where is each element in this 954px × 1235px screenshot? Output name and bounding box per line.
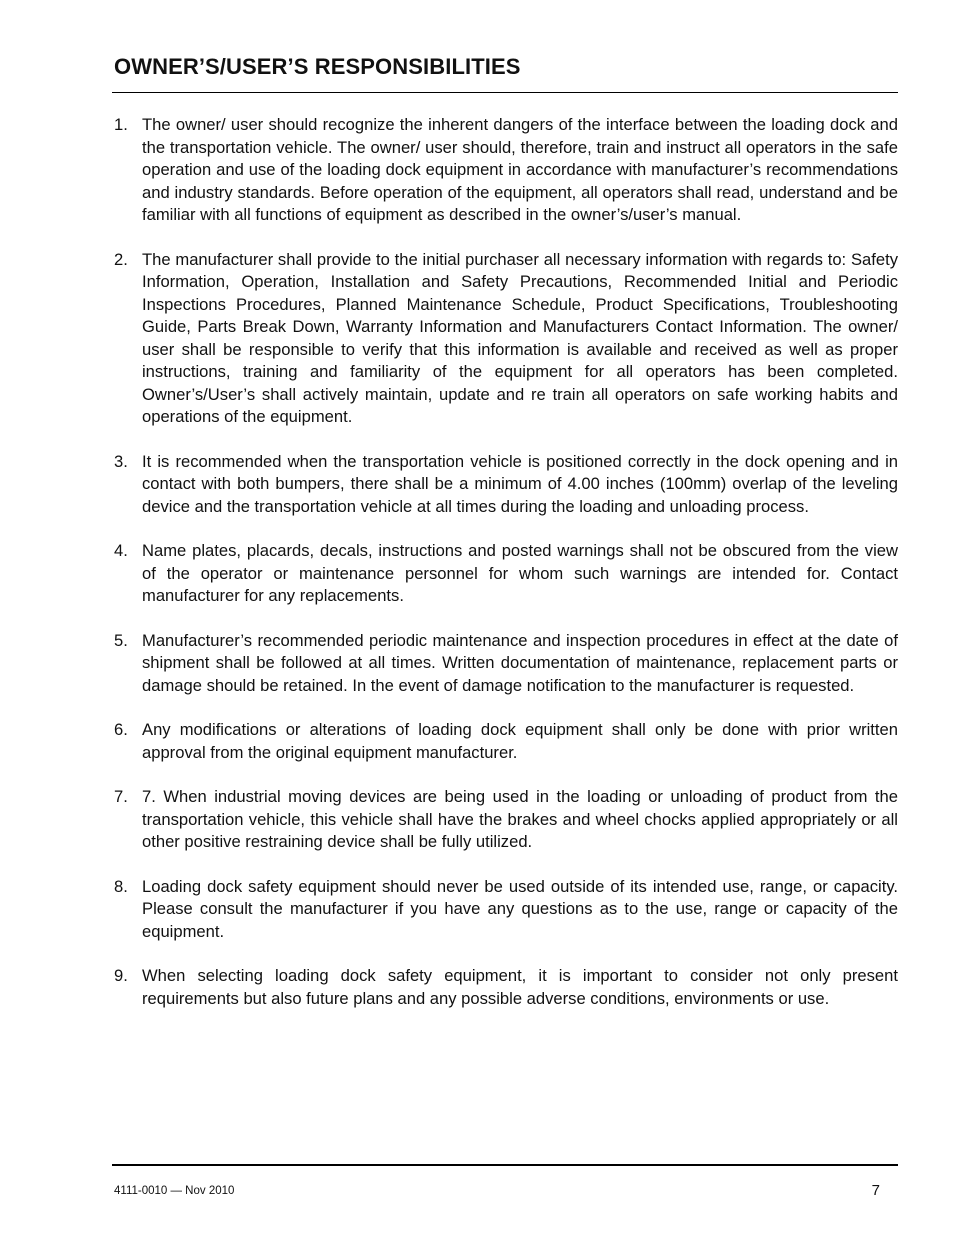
page-title: OWNER’S/USER’S RESPONSIBILITIES [114, 54, 521, 79]
item-number: 1. [114, 115, 128, 134]
list-item [112, 249, 898, 429]
item-text: Any modifications or alterations of loading dock equipment shall only be done with prior written approval from the original equipment manufacturer. [142, 720, 898, 762]
list-item [112, 876, 898, 944]
item-text: The manufacturer shall provide to the initial purchaser all necessary information with regards to: Safety Information, Operation, Installation and Safety Precautions, Recommended Initial and Periodic Inspections Procedures, Planned Maintenance Schedule, Product Specifications, Troubleshooting Guide, Parts Break Down, Warranty Information and Manufacturers Contact Information. The owner/ user shall be responsible to verify that this information is available and received as well as proper instructions, training and familiarity of the equipment for all operators has been completed. Owner’s/User’s shall actively maintain, update and re train all operators on safe working habits and operations of the equipment. [142, 249, 898, 426]
item-text: 7. When industrial moving devices are being used in the loading or unloading of product from the transportation vehicle, this vehicle shall have the brakes and wheel chocks applied appropriately or all other positive restraining device shall be fully utilized. [142, 787, 898, 851]
responsibilities-list [112, 114, 898, 1032]
title-divider [112, 92, 898, 93]
item-number: 9. [114, 966, 128, 985]
item-number: 2. [114, 249, 128, 269]
list-item [112, 451, 898, 519]
list-item [112, 540, 898, 608]
item-text: It is recommended when the transportation vehicle is positioned correctly in the dock opening and in contact with both bumpers, there shall be a minimum of 4.00 inches (100mm) overlap of the leveling device and the transportation vehicle at all times during the loading and unloading process. [142, 451, 898, 516]
item-text: When selecting loading dock safety equipment, it is important to consider not only present requirements but also future plans and any possible adverse conditions, environments or use. [142, 966, 898, 1008]
item-text: Manufacturer’s recommended periodic maintenance and inspection procedures in effect at the date of shipment shall be followed at all times. Written documentation of maintenance, replacement parts or damage should be retained. In the event of damage notification to the manufacturer is requested. [142, 630, 898, 695]
list-item [112, 965, 898, 1010]
footer-divider [112, 1164, 898, 1166]
item-text: Loading dock safety equipment should never be used outside of its intended use, range, or capacity. Please consult the manufacturer if you have any questions as to the use, range or capacity of the equipment. [142, 876, 898, 941]
page-number: 7 [871, 1182, 880, 1199]
list-item [112, 114, 898, 227]
item-text: Name plates, placards, decals, instructions and posted warnings shall not be obscured from the view of the operator or maintenance personnel for whom such warnings are intended for. Contact manufacturer for any replacements. [142, 541, 898, 605]
document-id: 4111-0010 — Nov 2010 [114, 1185, 235, 1197]
item-text: The owner/ user should recognize the inherent dangers of the interface between the loading dock and the transportation vehicle. The owner/ user should, therefore, train and instruct all operators in the safe operation and use of the loading dock equipment in accordance with manufacturer’s recommendations and industry standards. Before operation of the equipment, all operators shall read, understand and be familiar with all functions of equipment as described in the owner’s/user’s manual. [142, 115, 898, 224]
list-item [112, 786, 898, 854]
item-number: 6. [114, 720, 128, 739]
item-number: 4. [114, 541, 128, 560]
list-item [112, 630, 898, 698]
list-item [112, 719, 898, 764]
item-number: 3. [114, 451, 128, 471]
item-number: 8. [114, 876, 128, 896]
item-number: 5. [114, 630, 128, 650]
item-number: 7. [114, 787, 128, 806]
